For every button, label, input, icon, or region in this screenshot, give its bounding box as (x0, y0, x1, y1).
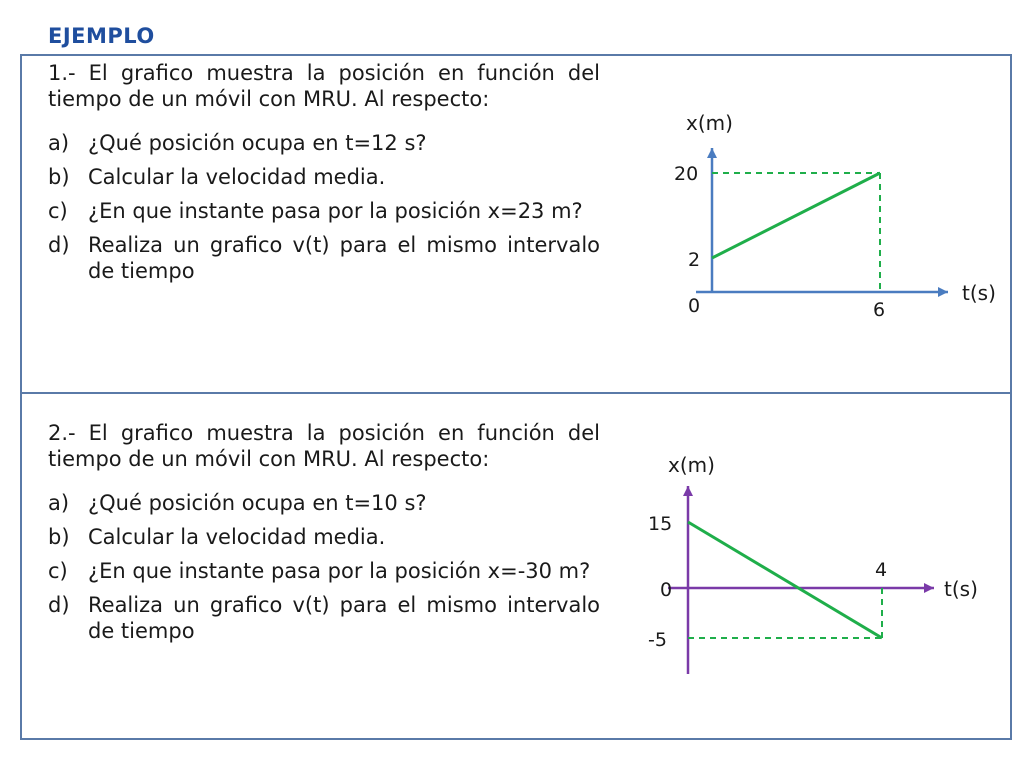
item-label: b) (48, 165, 70, 189)
problem-1-graph-svg (642, 100, 1002, 330)
problem-1-item-c (48, 198, 600, 224)
problem-2-text (48, 420, 600, 652)
problem-1-text (48, 60, 600, 292)
item-label: d) (48, 233, 70, 257)
position-line (688, 522, 882, 638)
tick-label-4: 4 (875, 559, 888, 581)
problem-2-items (48, 490, 600, 644)
item-text: ¿En que instante pasa por la posición x=-30 m? (88, 559, 591, 583)
tick-label-minus5: -5 (648, 629, 667, 651)
item-label: d) (48, 593, 70, 617)
problem-2-intro: 2.- El grafico muestra la posición en función del tiempo de un móvil con MRU. Al respecto: (48, 421, 600, 471)
problem-1-item-b (48, 164, 600, 190)
y-axis-label: x(m) (668, 453, 715, 477)
tick-label-15: 15 (648, 513, 673, 535)
position-line (712, 173, 880, 258)
origin-label: 0 (688, 295, 701, 317)
problem-2-graph-svg (638, 446, 998, 676)
problem-2-box (20, 392, 1012, 740)
item-text: ¿Qué posición ocupa en t=10 s? (88, 491, 427, 515)
problem-2-item-c (48, 558, 600, 584)
tick-label-20: 20 (674, 163, 699, 185)
item-text: Realiza un grafico v(t) para el mismo intervalo de tiempo (88, 233, 600, 283)
item-label: b) (48, 525, 70, 549)
problem-2-item-b (48, 524, 600, 550)
heading: EJEMPLO (48, 24, 155, 48)
item-text: Realiza un grafico v(t) para el mismo intervalo de tiempo (88, 593, 600, 643)
item-text: Calcular la velocidad media. (88, 165, 386, 189)
item-text: ¿Qué posición ocupa en t=12 s? (88, 131, 427, 155)
item-label: a) (48, 131, 70, 155)
problem-1-item-d (48, 232, 600, 284)
problem-1-box (20, 54, 1012, 392)
tick-label-6: 6 (873, 299, 886, 321)
x-axis-label: t(s) (944, 577, 978, 601)
y-axis-label: x(m) (686, 111, 733, 135)
problem-1-item-a (48, 130, 600, 156)
tick-label-2: 2 (688, 249, 701, 271)
item-text: Calcular la velocidad media. (88, 525, 386, 549)
item-label: a) (48, 491, 70, 515)
problem-1-intro: 1.- El grafico muestra la posición en función del tiempo de un móvil con MRU. Al respecto: (48, 61, 600, 111)
item-label: c) (48, 559, 68, 583)
item-label: c) (48, 199, 68, 223)
x-axis-label: t(s) (962, 281, 996, 305)
origin-label: 0 (660, 579, 673, 601)
problem-1-items (48, 130, 600, 284)
problem-2-graph (638, 446, 998, 680)
item-text: ¿En que instante pasa por la posición x=23 m? (88, 199, 583, 223)
problem-1-graph (642, 100, 1002, 334)
problem-2-item-d (48, 592, 600, 644)
problem-2-item-a (48, 490, 600, 516)
